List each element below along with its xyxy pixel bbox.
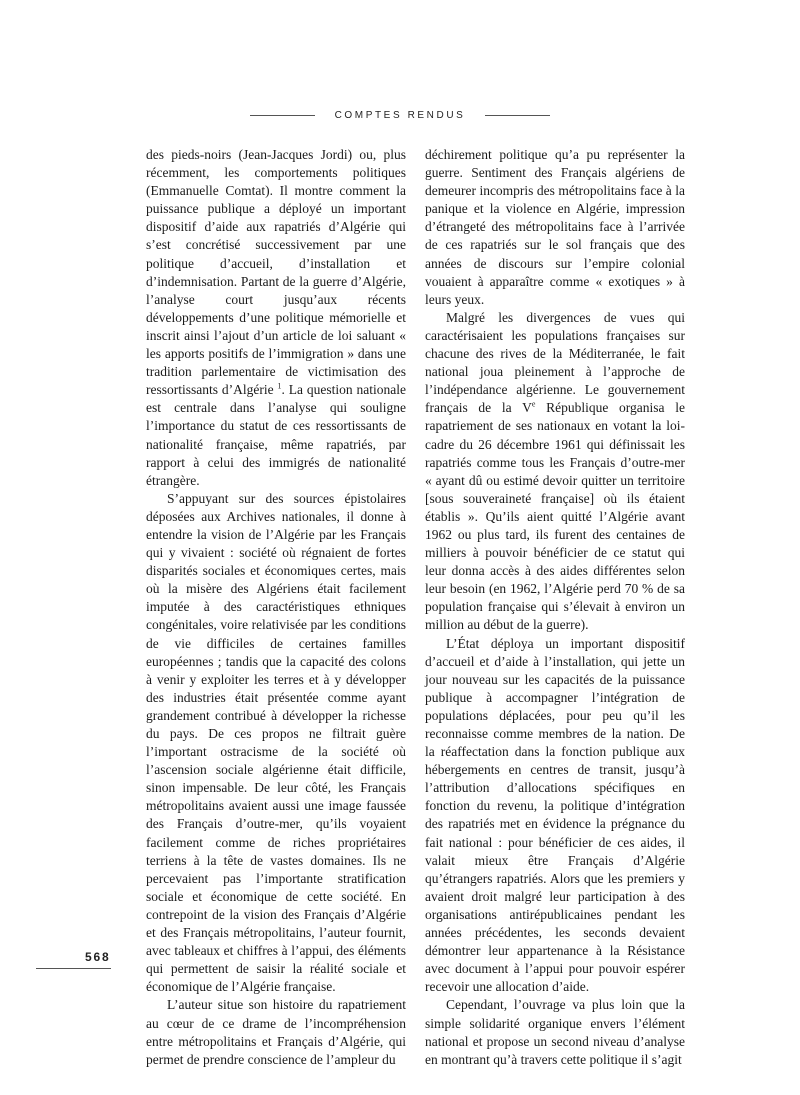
superscript-e: e <box>531 399 536 409</box>
right-paragraph-2 <box>425 309 685 635</box>
footnote-reference: 1 <box>277 381 282 391</box>
right-paragraph-4: Cependant, l’ouvrage va plus loin que la simple solidarité organique envers l’élément national et propose un second niveau d’analyse en montrant qu’à travers cette politique il s’agit <box>425 997 685 1067</box>
running-header <box>250 107 550 123</box>
right-column <box>425 146 685 1069</box>
right-paragraph-2-text-b: République organisa le rapatriement de ses nationaux en votant la loi-cadre du 26 décembre 1961 qui définissait les rapatriés comme tous les Français d’outre-mer « ayant dû ou estimé devoir quitter un territoire [sous souveraineté française] où ils étaient établis ». Qu’ils aient quitté l’Algérie avant 1962 ou plus tard, ils furent des centaines de milliers à pouvoir bénéficier de ce statut qui leur donna accès à des aides différentes selon leur besoin (en 1962, l’Algérie perd 70 % de sa population française qui s’élevait à environ un million au début de la guerre). <box>425 400 685 633</box>
header-rule-right <box>485 115 550 116</box>
left-paragraph-1-text: des pieds-noirs (Jean-Jacques Jordi) ou, plus récemment, les comportements politiques (Emmanuelle Comtat). Il montre comment la puissance publique a déployé un important dispositif d’aide aux rapatriés d’Algérie qui s’est concrétisé successivement par une politique d’accueil, d’installation et d’indemnisation. Partant de la guerre d’Algérie, l’analyse court jusqu’aux récents développements d’une politique mémorielle et inscrit ainsi l’ajout d’un article de loi saluant « les apports positifs de l’immigration » dans une tradition parlementaire de victimisation des ressortissants d’Algérie <box>146 147 406 398</box>
left-paragraph-1 <box>146 146 406 490</box>
left-paragraph-2: S’appuyant sur des sources épistolaires déposées aux Archives nationales, il donne à entendre la vision de l’Algérie par les Français qui y vivaient : société où régnaient de fortes disparités sociales et économiques certes, mais où la misère des Algériens était facilement imputée à des caractéristiques ethniques congénitales, voire relativisée par les conditions de vie difficiles de certaines familles européennes ; tandis que la capacité des colons à venir y exploiter les terres et à y développer des industries était présentée comme ayant grandement contribué à développer la richesse du pays. De ces propos ne filtrait guère l’important ostracisme de la société où l’ascension sociale algérienne était difficile, sinon impensable. De leur côté, les Français métropolitains avaient aussi une image faussée des Français d’outre-mer, qu’ils voyaient facilement comme de riches propriétaires terriens à la tête de vastes domaines. Ils ne percevaient pas l’importante stratification sociale et économique de cette société. En contrepoint de la vision des Français d’Algérie et des Français métropolitains, l’auteur fournit, avec tableaux et chiffres à l’appui, des éléments qui permettent de saisir la réalité sociale et économique de l’Algérie française. <box>146 490 406 995</box>
running-header-title: COMPTES RENDUS <box>334 109 466 121</box>
page-number: 568 <box>85 950 111 964</box>
left-paragraph-1-tail: . La question nationale est centrale dans l’analyse qui souligne l’importance du statut de ces ressortissants de nationalité française, même rapatriés, par rapport à celui des immigrés de nationalité étrangère. <box>146 382 406 488</box>
right-paragraph-3: L’État déploya un important dispositif d’accueil et d’aide à l’installation, qui jette un jour nouveau sur les capacités de la puissance publique à accompagner l’intégration de populations déplacées, pour peu qu’il les reconnaisse comme membres de la nation. De la réaffectation dans la fonction publique aux hébergements en centres de transit, jusqu’à l’attribution d’allocations spécifiques en fonction du revenu, la politique d’intégration des rapatriés met en évidence la prégnance du fait national : pour bénéficier de ces aides, il valait mieux être Français d’Algérie qu’étrangers rapatriés. Alors que les premiers y avaient droit malgré leur participation à des organisations antirépublicaines pendant les années précédentes, les seconds devaient démontrer leur appartenance à la Résistance avec document à l’appui pour pouvoir espérer recevoir une allocation d’aide. <box>425 635 685 995</box>
left-column <box>146 146 406 1069</box>
left-paragraph-3: L’auteur situe son histoire du rapatriement au cœur de ce drame de l’incompréhension entre métropolitains et Français d’Algérie, qui permet de prendre conscience de l’ampleur du <box>146 997 406 1067</box>
page-number-rule <box>36 968 111 969</box>
right-paragraph-1: déchirement politique qu’a pu représenter la guerre. Sentiment des Français algériens de demeurer incompris des métropolitains face à la panique et la violence en Algérie, impression d’étrangeté des métropolitains face à l’arrivée de ces rapatriés sur le sol français que des années de discours sur l’empire colonial vouaient à apparaître comme « exotiques » à leurs yeux. <box>425 147 685 307</box>
header-rule-left <box>250 115 315 116</box>
right-paragraph-2-text-a: Malgré les divergences de vues qui caractérisaient les populations françaises sur chacune des rives de la Méditerranée, le fait national joua pleinement à l’approche de l’indépendance algérienne. Le gouvernement français de la V <box>425 309 685 416</box>
